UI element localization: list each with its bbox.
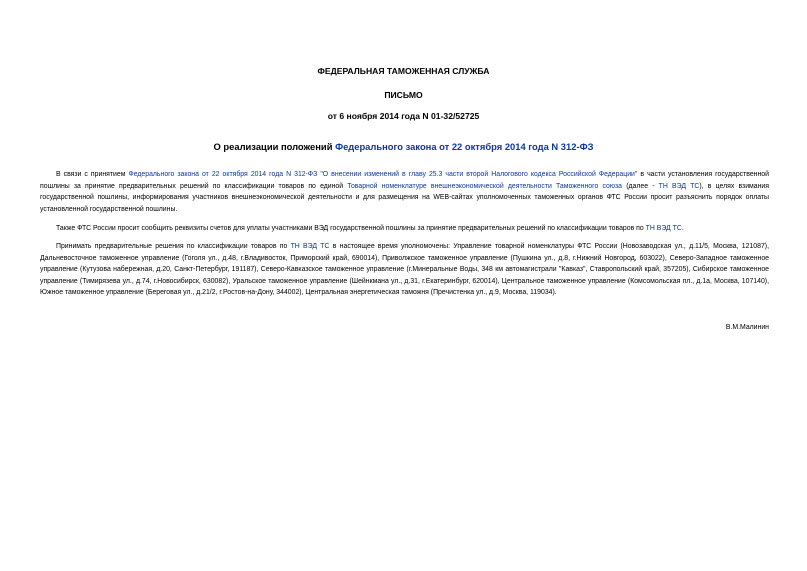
p2-text-1: Также ФТС России просит сообщить реквизиты счетов для уплаты участниками ВЭД государственной пошлины за принятие предварительных решений по классификации товаров по	[56, 225, 646, 232]
paragraph-1	[40, 169, 769, 215]
p3-text-1: Принимать предварительные решения по классификации товаров по	[56, 243, 291, 250]
document-type: ПИСЬМО	[384, 90, 423, 100]
paragraph-3	[40, 241, 769, 299]
p2-text-2: .	[681, 225, 684, 232]
p1-nomenclature-link[interactable]: Товарной номенклатуре внешнеэкономической деятельности Таможенного союза	[347, 182, 623, 190]
p1-text-3: (далее -	[622, 182, 659, 190]
p3-tnved-link[interactable]: ТН ВЭД ТС	[290, 243, 330, 250]
p3-text-2: в настоящее время уполномочены: Управление товарной номенклатуры ФТС России (Новозаводская ул., д.11/5, Москва, 121087), Дальневосточное таможенное управление (Гоголя ул., д.48, г.Владивосток, Приморский край, 690014), Приволжское таможенное управление (Пушкина ул., д.8, г.Нижний Новгород, 603022), Северо-Западное таможенное управление (Кутузова набережная, д.20, Санкт-Петербург, 191187), Северо-Кавказское таможенное управление (г.Минеральные Воды, 348 км автомагистрали "Кавказ", Ставропольский край, 357205), Сибирское таможенное управление (Тимирязева ул., д.74, г.Новосибирск, 630082), Уральское таможенное управление (Шейнкмана ул., д.31, г.Екатеринбург, 620014), Центральное таможенное управление (Комсомольская пл., д.1а, Москва, 107140), Южное таможенное управление (Береговая ул., д.21/2, г.Ростов-на-Дону, 344002), Центральная энергетическая таможня (Пречистенка ул., д.9, Москва, 119034).	[40, 243, 769, 296]
signature: В.М.Малинин	[725, 324, 769, 331]
p1-text-1: В связи с принятием	[56, 171, 129, 178]
document-date-number: от 6 ноября 2014 года N 01-32/52725	[327, 111, 480, 121]
p1-tnved-link[interactable]: ТН ВЭД ТС	[658, 182, 700, 190]
subject-prefix: О реализации положений	[213, 141, 336, 152]
paragraph-2	[40, 223, 769, 235]
agency-title: ФЕДЕРАЛЬНАЯ ТАМОЖЕННАЯ СЛУЖБА	[317, 66, 490, 76]
p1-text-4: ), в целях взимания государственной пошлины, информирования участников внешнеэкономической деятельности и для размещения на WEB-сайтах уполномоченных таможенных органов ФТС России просит разъяснить порядок оплаты установленной государственной пошлины.	[40, 182, 769, 213]
p2-tnved-link[interactable]: ТН ВЭД ТС	[645, 225, 682, 232]
p1-law-link[interactable]: Федерального закона от 22 октября 2014 года N 312-ФЗ "О внесении изменений в главу 25.3 части второй Налогового кодекса Российской Федерации"	[128, 171, 638, 178]
p1-text-2: в части установления государственной пошлины за принятие предварительных решений по классификации товаров по единой	[40, 171, 769, 190]
subject-law-link[interactable]: Федерального закона от 22 октября 2014 года N 312-ФЗ	[335, 141, 594, 152]
document-subject	[0, 141, 807, 152]
